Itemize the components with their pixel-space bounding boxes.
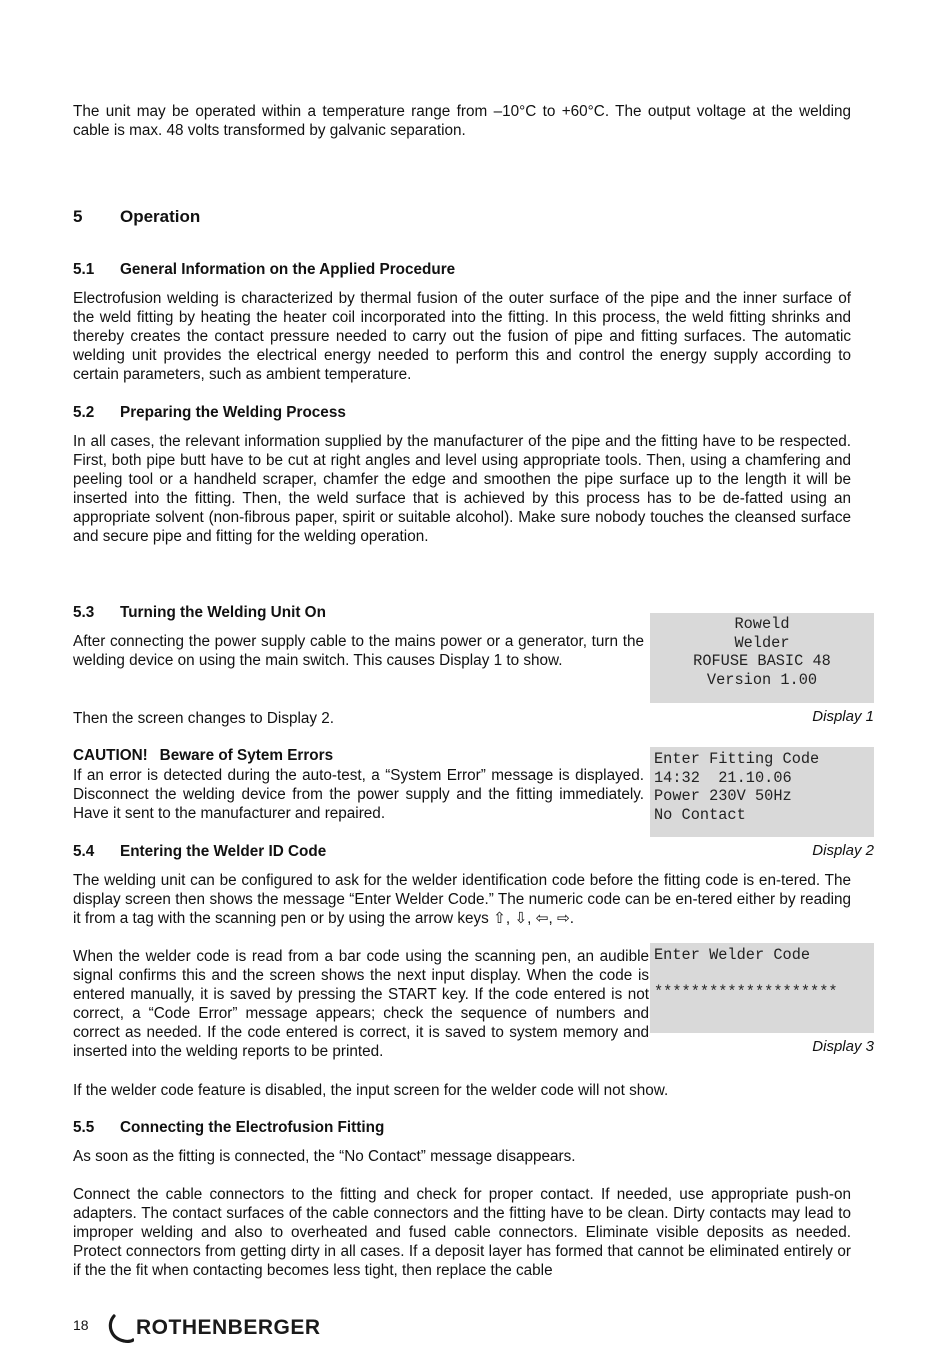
display-line: Version 1.00 — [706, 670, 818, 689]
section-5-4-paragraph: The welding unit can be configured to ask for the welder identification code before the fitting code is en-tered. The display screen then shows the message “Enter Welder Code.” The numeric code can be en-tered either by reading it from a tag with the scanning pen or by using the arrow keys ⇧, ⇩, ⇦, ⇨. — [73, 872, 851, 927]
section-5-3-paragraph: After connecting the power supply cable to the mains power or a generator, turn the welding device on using the main switch. This causes Display 1 to show. — [73, 633, 644, 669]
display-line: Enter Welder Code — [654, 946, 811, 964]
section-5-2-heading — [73, 404, 346, 422]
display-line: Roweld — [734, 615, 790, 633]
page-number: 18 — [73, 1317, 89, 1333]
section-number: 5 — [73, 207, 83, 226]
section-number: 5.3 — [73, 604, 95, 621]
rothenberger-logo-icon — [108, 1314, 134, 1344]
display-line: Welder — [734, 633, 790, 652]
section-5-2-paragraph: In all cases, the relevant information supplied by the manufacturer of the pipe and the fitting have to be respected. First, both pipe butt have to be cut at right angles and level using appropriate tools. Then, using a chamfering and peeling tool or a handheld scraper, chamfer the edge and smoothen the pipe surface up to the length it will be inserted into the fitting. Then, the weld surface that is achieved by this process has to be de-fatted using an appropriate solvent (non-fibrous paper, spirit or suitable alcohol). Make sure nobody touches the cleansed surface and secure pipe and fitting for the welding operation. — [73, 433, 851, 545]
display-2-caption: Display 2 — [812, 842, 874, 859]
section-title: Preparing the Welding Process — [120, 404, 346, 421]
caution-heading: CAUTION! Beware of Sytem Errors — [73, 747, 334, 764]
section-5-3-paragraph-2: Then the screen changes to Display 2. — [73, 710, 335, 727]
section-title: Entering the Welder ID Code — [120, 843, 327, 860]
section-title: General Information on the Applied Procedure — [120, 261, 456, 278]
display-3-screen — [650, 943, 874, 1033]
section-5-4-heading — [73, 843, 326, 861]
display-line: 14:32 21.10.06 — [654, 768, 792, 787]
section-title: Operation — [120, 207, 201, 226]
display-2-screen — [650, 747, 874, 837]
section-number: 5.5 — [73, 1119, 95, 1136]
display-line — [654, 1002, 874, 1021]
section-5-4-paragraph-2: When the welder code is read from a bar code using the scanning pen, an audible signal confirms this and the screen shows the next input display. When the code is entered manually, it is saved by pressing the START key. If the code entered is not correct, a “Code Error” message appears; check the sequence of numbers and correct as needed. If the code entered is correct, it is saved to system memory and inserted into the welding reports to be printed. — [73, 948, 649, 1060]
section-number: 5.2 — [73, 404, 95, 421]
display-line: ******************** — [654, 983, 838, 1002]
display-1-screen — [650, 613, 874, 703]
display-line — [654, 965, 874, 984]
intro-paragraph: The unit may be operated within a temperature range from –10°C to +60°C. The output voltage at the welding cable is max. 48 volts transformed by galvanic separation. — [73, 103, 851, 139]
section-5-5-heading — [73, 1119, 384, 1137]
section-title: Connecting the Electrofusion Fitting — [120, 1119, 385, 1136]
logo-text: ROTHENBERGER — [136, 1316, 321, 1339]
section-5-1-heading — [73, 261, 455, 279]
display-3-caption: Display 3 — [812, 1038, 874, 1055]
display-line: No Contact — [654, 805, 746, 824]
display-line: ROFUSE BASIC 48 — [693, 652, 831, 671]
section-5-5-paragraph: As soon as the fitting is connected, the “No Contact” message disappears. — [73, 1148, 576, 1165]
section-5-3-heading — [73, 604, 326, 622]
display-line: Power 230V 50Hz — [654, 787, 792, 806]
section-title: Turning the Welding Unit On — [120, 604, 326, 621]
display-line: Enter Fitting Code — [654, 750, 820, 768]
section-5-4-paragraph-3: If the welder code feature is disabled, the input screen for the welder code will not show. — [73, 1082, 669, 1099]
caution-paragraph: If an error is detected during the auto-test, a “System Error” message is displayed. Disconnect the welding device from the power supply and the fitting immediately. Have it sent to the manufacturer and repaired. — [73, 767, 644, 822]
section-number: 5.4 — [73, 843, 95, 860]
section-5-1-paragraph: Electrofusion welding is characterized by thermal fusion of the outer surface of the pipe and the inner surface of the weld fitting by heating the heater coil incorporated into the fitting. In this process, the weld fitting shrinks and thereby creates the contact pressure needed to carry out the fusion of pipe and fitting surfaces. The automatic welding unit provides the electrical energy needed to perform this and control the energy supply according to certain parameters, such as ambient temperature. — [73, 290, 851, 383]
section-number: 5.1 — [73, 261, 95, 278]
brand-logo — [108, 1314, 321, 1350]
section-5-5-paragraph-2: Connect the cable connectors to the fitting and check for proper contact. If needed, use appropriate push-on adapters. The contact surfaces of the cable connectors and the fitting have to be clean. Dirty contacts may lead to improper welding and also to overheated and fused cable connectors. Eliminate visible deposits as needed. Protect connectors from getting dirty in all cases. If a deposit layer has formed that cannot be eliminated entirely or if the the fit when contacting becomes less tight, then replace the cable — [73, 1186, 851, 1279]
display-1-caption: Display 1 — [812, 708, 874, 725]
section-5-heading — [73, 207, 200, 227]
